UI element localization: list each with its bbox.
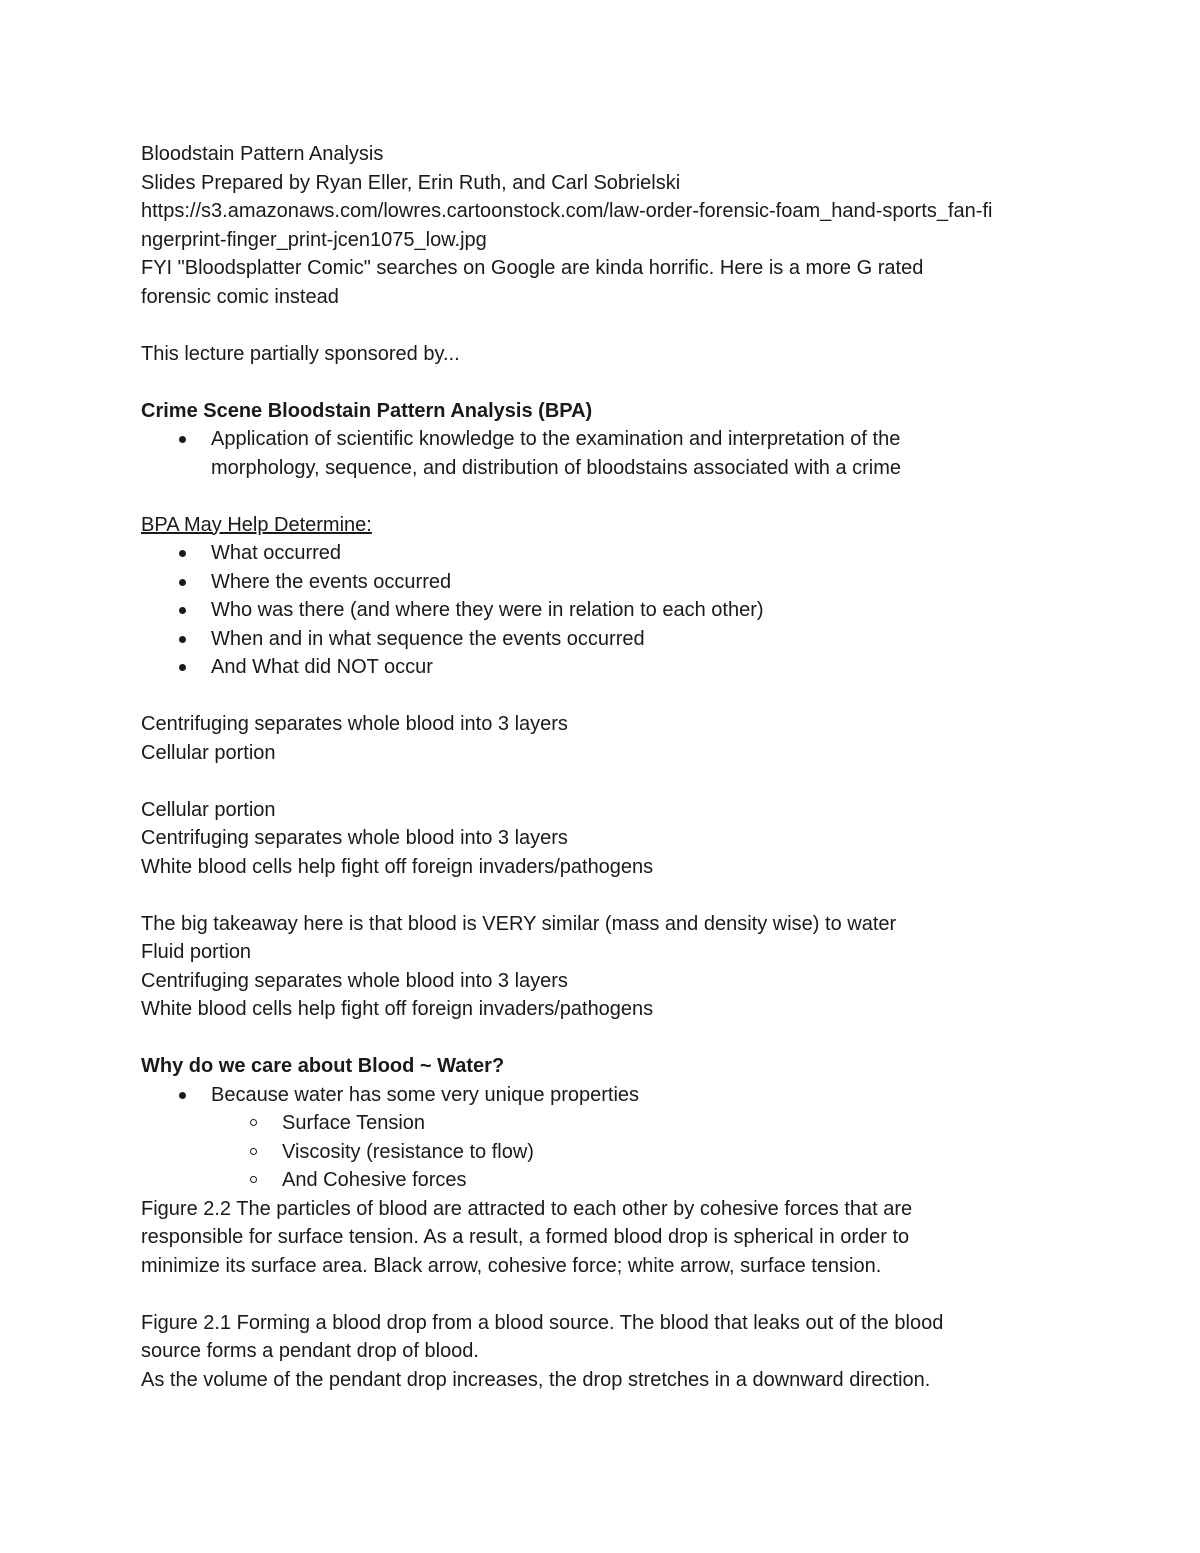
bullet-icon xyxy=(179,550,186,557)
figure-2-1-caption-continued: source forms a pendant drop of blood. xyxy=(141,1340,479,1362)
spacer xyxy=(141,1280,1071,1309)
blood-note: The big takeaway here is that blood is VERY similar (mass and density wise) to water xyxy=(141,912,897,935)
bullet-icon xyxy=(179,1092,186,1099)
list-item xyxy=(141,539,1071,568)
blood-note: Centrifuging separates whole blood into 3 layers xyxy=(141,713,568,735)
blood-note: White blood cells help fight off foreign invaders/pathogens xyxy=(141,998,654,1020)
list-item xyxy=(141,1166,1071,1195)
url-text-continued: ngerprint-finger_print-jcen1075_low.jpg xyxy=(141,228,487,251)
blood-note: Centrifuging separates whole blood into 3 layers xyxy=(141,969,568,992)
figure-2-2-caption-continued: minimize its surface area. Black arrow, cohesive force; white arrow, surface tension. xyxy=(141,1254,882,1277)
bullet-icon xyxy=(179,436,186,443)
bullet-icon xyxy=(179,636,186,643)
list-item xyxy=(141,625,1071,654)
list-item-text: Surface Tension xyxy=(282,1112,426,1134)
list-item xyxy=(141,568,1071,597)
bpa-definition-list xyxy=(141,425,1071,482)
determine-list xyxy=(141,539,1071,682)
water-heading: Why do we care about Blood ~ Water? xyxy=(141,1055,505,1077)
fyi-note-continued: forensic comic instead xyxy=(141,285,339,308)
bpa-definition-text: Application of scientific knowledge to the examination and interpretation of the xyxy=(211,428,901,450)
document-title: Bloodstain Pattern Analysis xyxy=(141,143,384,165)
hollow-bullet-icon xyxy=(250,1176,257,1183)
blood-note: Centrifuging separates whole blood into 3 layers xyxy=(141,827,568,849)
determine-heading: BPA May Help Determine: xyxy=(141,513,372,536)
bpa-heading: Crime Scene Bloodstain Pattern Analysis (BPA) xyxy=(141,399,593,422)
bullet-icon xyxy=(179,579,186,586)
figure-2-2-caption-continued: responsible for surface tension. As a result, a formed blood drop is spherical in order to xyxy=(141,1226,910,1248)
list-item-text: Where the events occurred xyxy=(211,570,452,593)
water-properties-list xyxy=(141,1109,1071,1195)
blood-note: Cellular portion xyxy=(141,741,276,764)
list-item-text: Viscosity (resistance to flow) xyxy=(282,1140,534,1163)
hollow-bullet-icon xyxy=(250,1148,257,1155)
fyi-note: FYI "Bloodsplatter Comic" searches on Google are kinda horrific. Here is a more G rated xyxy=(141,257,924,279)
bullet-icon xyxy=(179,607,186,614)
figure-2-1-caption-continued: As the volume of the pendant drop increases, the drop stretches in a downward direction. xyxy=(141,1368,931,1391)
list-item xyxy=(141,596,1071,625)
list-item-text: What occurred xyxy=(211,542,342,564)
list-item xyxy=(141,1109,1071,1138)
list-item-text: When and in what sequence the events occurred xyxy=(211,627,645,650)
figure-2-2-caption: Figure 2.2 The particles of blood are attracted to each other by cohesive forces that are xyxy=(141,1197,913,1220)
credits-line: Slides Prepared by Ryan Eller, Erin Ruth, and Carl Sobrielski xyxy=(141,171,681,194)
spacer xyxy=(141,881,1071,910)
spacer xyxy=(141,311,1071,340)
url-text: https://s3.amazonaws.com/lowres.cartoonstock.com/law-order-forensic-foam_hand-sports_fan-fi xyxy=(141,200,993,222)
spacer xyxy=(141,682,1071,711)
water-list xyxy=(141,1081,1071,1110)
spacer xyxy=(141,767,1071,796)
blood-note: White blood cells help fight off foreign invaders/pathogens xyxy=(141,855,654,878)
hollow-bullet-icon xyxy=(250,1119,257,1126)
list-item xyxy=(141,653,1071,682)
spacer xyxy=(141,368,1071,397)
list-item xyxy=(141,1081,1071,1110)
spacer xyxy=(141,482,1071,511)
blood-note: Cellular portion xyxy=(141,798,276,821)
document-body xyxy=(141,140,1071,1394)
bullet-icon xyxy=(179,664,186,671)
bpa-definition-text-continued: morphology, sequence, and distribution of bloodstains associated with a crime xyxy=(211,456,902,479)
spacer xyxy=(141,1024,1071,1053)
list-item-text: Who was there (and where they were in relation to each other) xyxy=(211,599,764,621)
blood-note: Fluid portion xyxy=(141,941,252,963)
figure-2-1-caption: Figure 2.1 Forming a blood drop from a blood source. The blood that leaks out of the blood xyxy=(141,1311,944,1334)
list-item-text: And What did NOT occur xyxy=(211,656,433,678)
list-item xyxy=(141,1138,1071,1167)
sponsor-line: This lecture partially sponsored by... xyxy=(141,342,460,365)
list-item-text: Because water has some very unique properties xyxy=(211,1083,640,1106)
list-item-text: And Cohesive forces xyxy=(282,1169,467,1191)
list-item xyxy=(141,425,1071,482)
